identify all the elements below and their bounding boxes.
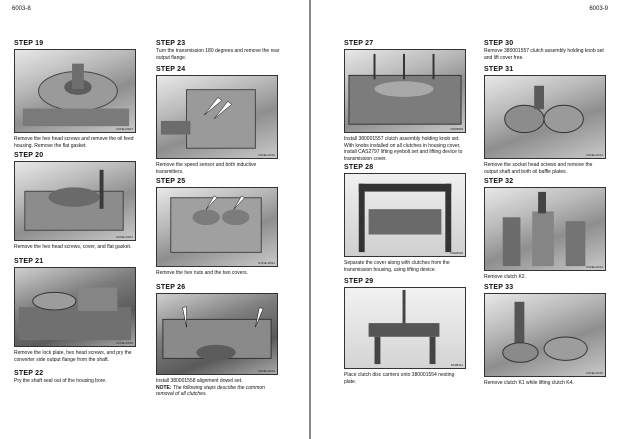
photo-code: CONE-RS10: [257, 153, 275, 157]
step-31: [484, 66, 606, 175]
transmission-photo: [15, 268, 135, 346]
step-title: STEP 29: [344, 278, 374, 285]
step-caption: Turn the transmission 180 degrees and remove the rear output flange.: [156, 48, 280, 61]
transmission-photo: [157, 294, 277, 374]
transmission-photo: [485, 294, 605, 376]
step-33: [484, 284, 606, 387]
step-caption: Place clutch disc carriers onto 380001554 nesting plate.: [344, 372, 455, 385]
step-caption: Separate the cover along with clutches from the transmission housing, using lifting device.: [344, 260, 450, 273]
transmission-photo: [485, 188, 605, 270]
step-caption: Install 380001557 clutch assembly holding knob set. With knobs installed on all clutches in housing cover, install CAS2797 lifting eyebolt set and lifting device to transmission cover.: [344, 136, 463, 162]
step-26: [156, 284, 278, 398]
step-title: STEP 30: [484, 40, 514, 47]
step-caption: Remove the speed sensor and both inductive transmitters.: [156, 162, 257, 175]
step-25: [156, 178, 278, 277]
step-caption: Remove the hex head screws, cover, and flat gasket.: [14, 244, 132, 250]
right-page: [312, 0, 620, 439]
step-caption: Pry the shaft seal out of the housing bore.: [14, 378, 107, 384]
step-27: [344, 40, 466, 162]
step-photo: [484, 293, 606, 377]
page-number: 6003-8: [12, 6, 31, 12]
book-spine: [309, 0, 311, 439]
step-photo: [484, 75, 606, 159]
step-photo: [156, 75, 278, 159]
photo-code: CONE-RS07: [115, 127, 133, 131]
transmission-photo: [345, 50, 465, 132]
transmission-photo: [485, 76, 605, 158]
step-title: STEP 19: [14, 40, 44, 47]
step-23: [156, 40, 282, 61]
transmission-photo: [157, 188, 277, 266]
photo-code: RS08010: [450, 251, 463, 255]
transmission-photo: [345, 288, 465, 368]
step-title: STEP 23: [156, 40, 186, 47]
step-21: [14, 258, 136, 363]
step-photo: [14, 49, 136, 133]
page-number: 6003-9: [589, 6, 608, 12]
step-22: [14, 370, 136, 385]
step-caption: Remove the hex nuts and the two covers.: [156, 270, 248, 276]
step-caption: Install 380001558 alignment dowel set.: [156, 378, 243, 384]
left-page: [0, 0, 308, 439]
step-title: STEP 28: [344, 164, 374, 171]
step-title: STEP 21: [14, 258, 44, 265]
photo-code: CONE-RS14: [585, 265, 603, 269]
transmission-photo: [15, 162, 135, 240]
transmission-photo: [15, 50, 135, 132]
step-caption: Remove clutch K1 while lifting clutch K4.: [484, 380, 574, 386]
step-photo: [14, 161, 136, 241]
note-label: NOTE:: [156, 384, 172, 391]
step-photo: [14, 267, 136, 347]
photo-code: CONE-RS15: [585, 371, 603, 375]
step-19: [14, 40, 136, 149]
transmission-photo: [345, 174, 465, 256]
step-32: [484, 178, 606, 281]
step-title: STEP 20: [14, 152, 44, 159]
step-caption: Remove the hex head screws and remove the oil feed housing. Remove the flat gasket.: [14, 136, 134, 149]
photo-code: CONE-RS13: [585, 153, 603, 157]
step-photo: [344, 49, 466, 133]
step-title: STEP 31: [484, 66, 514, 73]
photo-code: CONE-RS12: [257, 369, 275, 373]
step-30: [484, 40, 610, 61]
step-title: STEP 33: [484, 284, 514, 291]
step-caption: Remove the socket head screws and remove the output shaft and both oil baffle plates.: [484, 162, 593, 175]
step-title: STEP 26: [156, 284, 186, 291]
step-photo: [156, 187, 278, 267]
step-photo: [484, 187, 606, 271]
step-28: [344, 164, 466, 273]
step-note: [156, 385, 278, 398]
step-24: [156, 66, 278, 175]
photo-code: CONE-RS11: [258, 261, 275, 265]
transmission-photo: [157, 76, 277, 158]
step-photo: [344, 287, 466, 369]
step-title: STEP 25: [156, 178, 186, 185]
step-caption: Remove 380001557 clutch assembly holding knob set and lift cover free.: [484, 48, 604, 61]
step-20: [14, 152, 136, 251]
photo-code: RS08009: [450, 127, 463, 131]
step-title: STEP 27: [344, 40, 374, 47]
step-caption: Remove the lock plate, hex head screws, and pry the converter side output flange from the shaft.: [14, 350, 132, 363]
step-title: STEP 32: [484, 178, 514, 185]
photo-code: CONE-RS07: [115, 235, 133, 239]
note-text: The following steps describe the common removal of all clutches.: [156, 384, 265, 397]
step-photo: [156, 293, 278, 375]
step-29: [344, 278, 466, 385]
step-title: STEP 22: [14, 370, 44, 377]
step-caption: Remove clutch K2.: [484, 274, 526, 280]
photo-code: CONE-RS09: [115, 341, 133, 345]
step-title: STEP 24: [156, 66, 186, 73]
photo-code: RS08011: [450, 363, 463, 367]
step-photo: [344, 173, 466, 257]
